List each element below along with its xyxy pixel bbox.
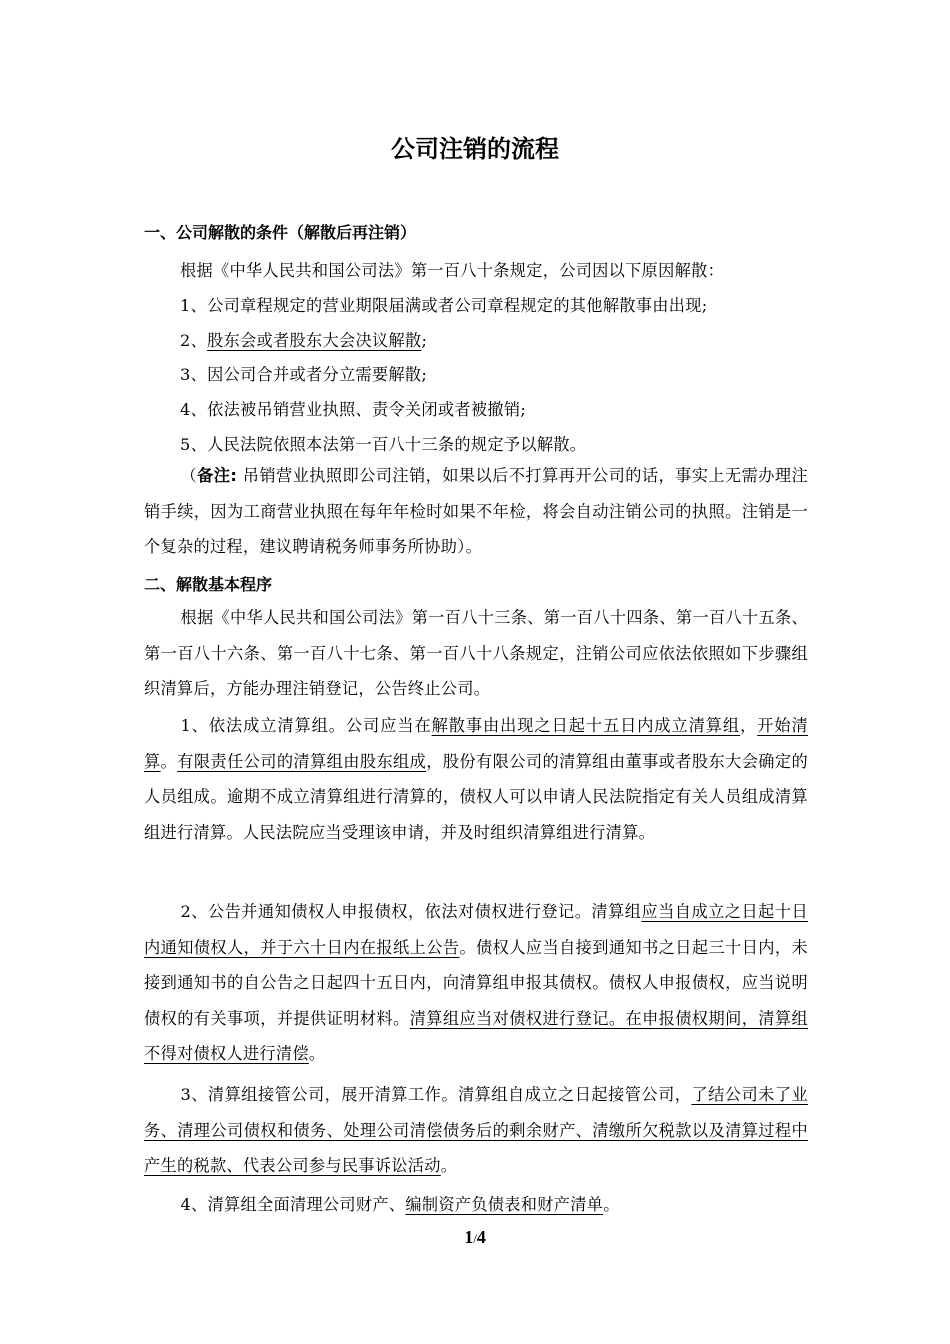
step-2-text-a: 2、公告并通知债权人申报债权，依法对债权进行登记。清算组 [180,902,642,921]
note-label: 备注: [197,466,238,485]
step-4-underline-1: 编制资产负债表和财产清单 [405,1195,604,1214]
current-page: 1 [464,1227,474,1247]
section-2-step-1 [144,708,808,850]
step-4-text-a: 4、清算组全面清理公司财产、 [180,1195,406,1214]
step-1-underline-3: 有限责任公司的清算组由股东组成 [177,751,427,771]
section-2-step-3 [144,1077,808,1184]
section-1-item-3: 3、因公司合并或者分立需要解散; [180,365,428,384]
page-separator: / [473,1231,477,1246]
section-2-step-2 [144,894,808,1072]
step-1-text-c: 。 [160,751,178,771]
section-1-heading: 一、公司解散的条件（解散后再注销） [144,223,417,242]
section-1-item-4: 4、依法被吊销营业执照、责令关闭或者被撤销; [180,400,527,419]
page-number [0,1227,950,1248]
step-3-text-a: 3、清算组接管公司，展开清算工作。清算组自成立之日起接管公司， [180,1085,692,1104]
step-4-text-b: 。 [603,1195,620,1214]
section-2-step-4 [144,1187,808,1223]
step-1-underline-1: 解散事由出现之日起十五日内成立清算组 [431,716,741,735]
section-1-item-1: 1、公司章程规定的营业期限届满或者公司章程规定的其他解散事由出现; [180,296,708,315]
step-2-text-c: 。 [308,1044,326,1064]
section-2-intro: 根据《中华人民共和国公司法》第一百八十三条、第一百八十四条、第一百八十五条、第一百八十六条、第一百八十七条、第一百八十八条规定，注销公司应依法依照如下步骤组织清算后，方能办理注销登记，公告终止公司。 [144,608,808,699]
section-2-heading: 二、解散基本程序 [144,575,273,594]
step-2-underline-1: 应当自成立之日起十日内通知债权人，并于六十日内在报纸上公告 [144,902,808,957]
note-open: （ [180,466,198,485]
step-1-text-b: ， [740,716,758,735]
step-1-text-a: 1、依法成立清算组。公司应当在 [180,716,432,735]
note-text: 吊销营业执照即公司注销，如果以后不打算再开公司的话，事实上无需办理注销手续，因为工商营业执照在每年年检时如果不年检，将会自动注销公司的执照。注销是一个复杂的过程，建议聘请税务师事务所协助）。 [144,466,808,557]
document-title: 公司注销的流程 [391,135,559,163]
step-2-underline-2: 清算组应当对债权进行登记。在申报债权期间，清算组不得对债权人进行清偿 [144,1008,808,1064]
step-1-underline-2: 开始清算 [144,716,808,771]
section-1-intro: 根据《中华人民共和国公司法》第一百八十条规定，公司因以下原因解散： [180,261,725,280]
item-2-underlined: 股东会或者股东大会决议解散 [207,331,422,350]
section-1-item-5: 5、人民法院依照本法第一百八十三条的规定予以解散。 [180,435,587,454]
step-3-underline-1: 了结公司未了业务、清理公司债权和债务、处理公司清偿债务后的剩余财产、清缴所欠税款以及清算过程中产生的税款、代表公司参与民事诉讼活动 [144,1085,808,1176]
total-pages: 4 [476,1227,486,1247]
item-2-suffix: ; [421,331,428,350]
step-3-text-b: 。 [440,1156,458,1176]
section-1-note [144,458,808,565]
item-2-number: 2、 [180,331,208,350]
step-2-text-b: 。债权人应当自接到通知书之日起三十日内，未接到通知书的自公告之日起四十五日内，向清算组申报其债权。债权人申报债权，应当说明债权的有关事项，并提供证明材料。 [144,937,808,1028]
section-1-item-2 [180,331,427,351]
step-1-text-d: ，股份有限公司的清算组由董事或者股东大会确定的人员组成。逾期不成立清算组进行清算的，债权人可以申请人民法院指定有关人员组成清算组进行清算。人民法院应当受理该申请，并及时组织清算组进行清算。 [144,751,808,842]
